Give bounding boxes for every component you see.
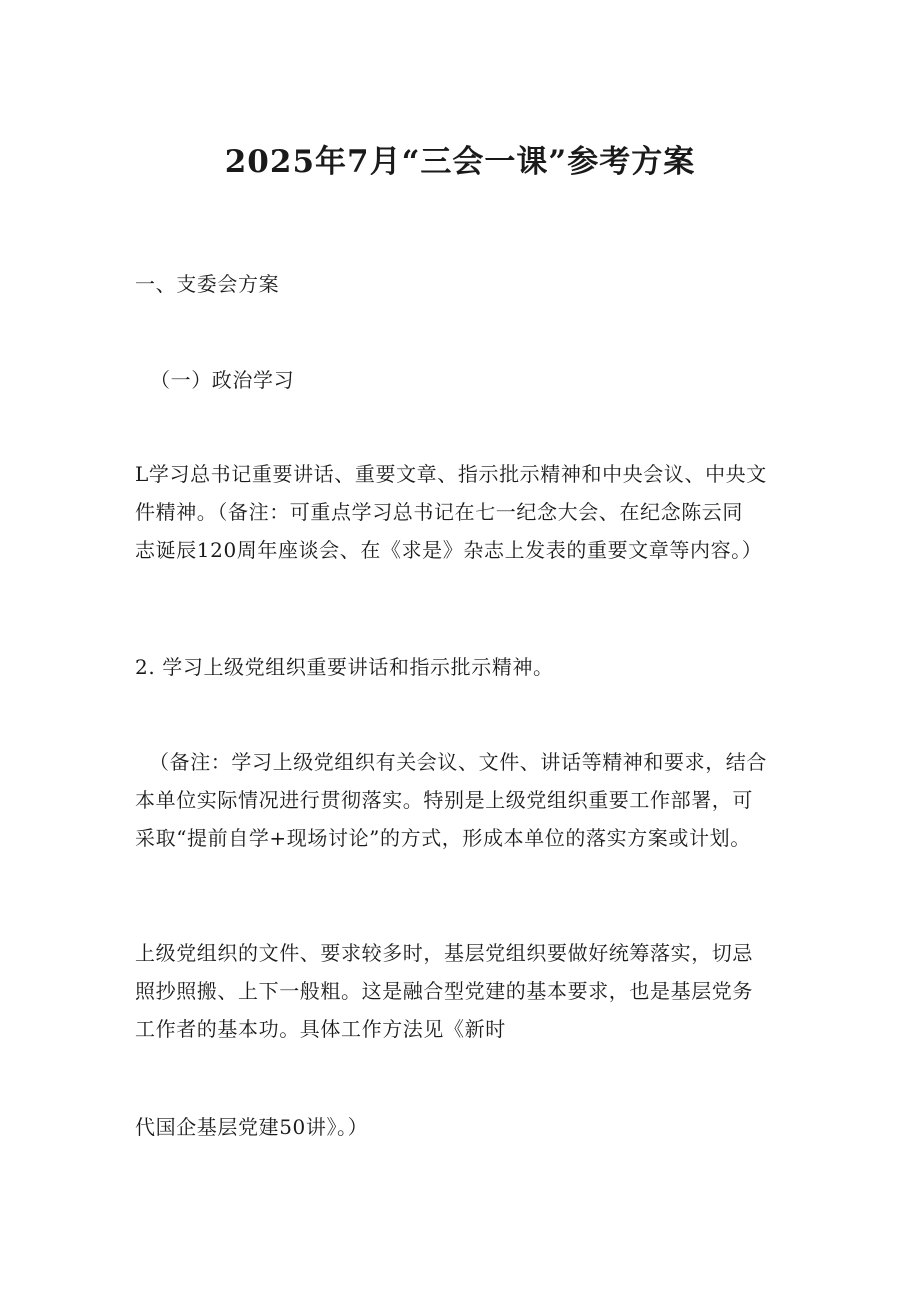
item-2-paragraph: 2. 学习上级党组织重要讲话和指示批示精神。 bbox=[135, 655, 554, 679]
body-paragraph bbox=[135, 934, 795, 1048]
text-line: 件精神。（备注：可重点学习总书记在七一纪念大会、在纪念陈云同 bbox=[135, 500, 743, 524]
text-line: （备注：学习上级党组织有关会议、文件、讲话等精神和要求，结合 bbox=[149, 750, 767, 774]
text-line: 志诞辰120周年座谈会、在《求是》杂志上发表的重要文章等内容。） bbox=[135, 538, 763, 562]
text-line: 采取“提前自学+现场讨论”的方式，形成本单位的落实方案或计划。 bbox=[135, 826, 751, 850]
text-line: 照抄照搬、上下一般粗。这是融合型党建的基本要求，也是基层党务 bbox=[135, 979, 753, 1003]
text-line: L学习总书记重要讲话、重要文章、指示批示精神和中央会议、中央文 bbox=[135, 462, 767, 486]
closing-line: 代国企基层党建50讲》。） bbox=[135, 1115, 369, 1139]
note-paragraph bbox=[135, 743, 795, 857]
document-title: 2025年7月“三会一课”参考方案 bbox=[224, 144, 696, 180]
subsection-heading: （一）政治学习 bbox=[150, 368, 295, 392]
text-line: 上级党组织的文件、要求较多时，基层党组织要做好统筹落实，切忌 bbox=[135, 941, 753, 965]
text-line: 本单位实际情况进行贯彻落实。特别是上级党组织重要工作部署，可 bbox=[135, 788, 753, 812]
section-heading: 一、支委会方案 bbox=[135, 272, 280, 296]
item-1-paragraph bbox=[135, 455, 795, 569]
text-line: 工作者的基本功。具体工作方法见《新时 bbox=[135, 1017, 506, 1041]
